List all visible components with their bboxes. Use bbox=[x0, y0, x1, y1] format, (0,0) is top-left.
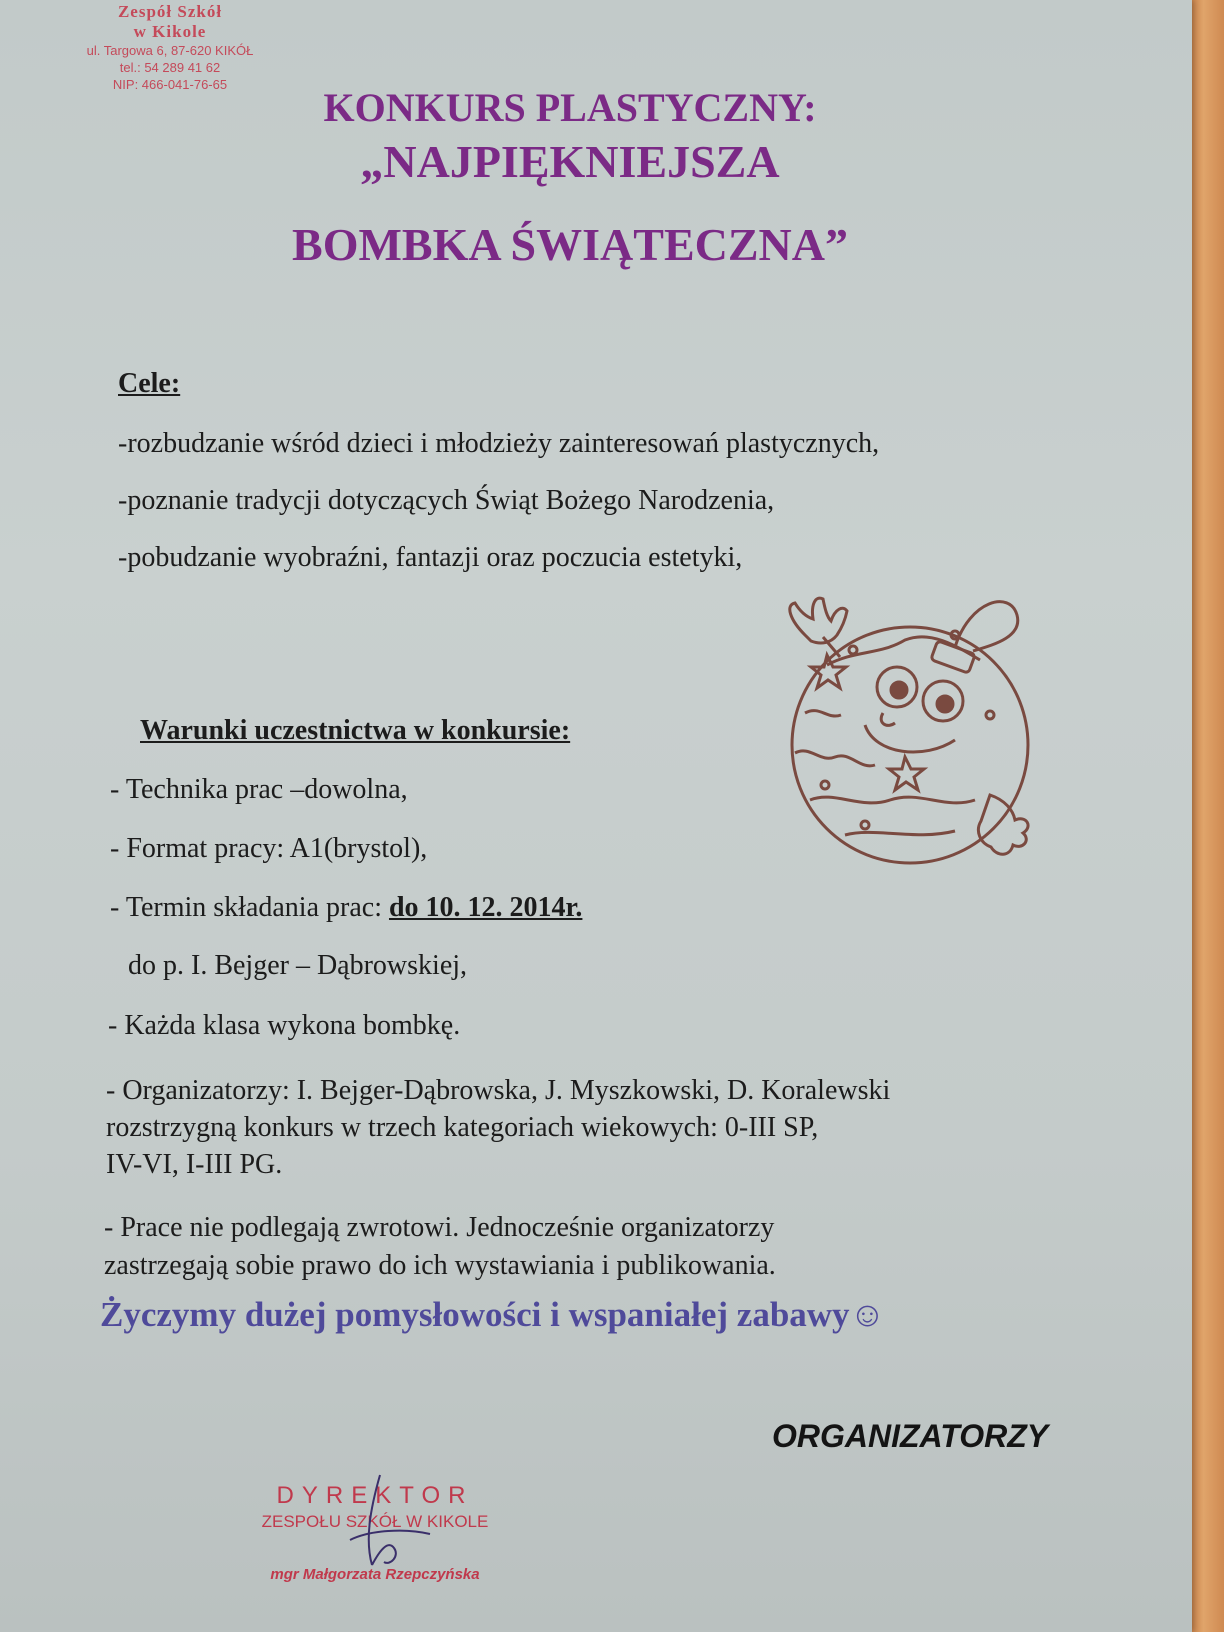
stamp-phone: tel.: 54 289 41 62 bbox=[119, 60, 221, 75]
handwritten-signature bbox=[310, 1470, 460, 1590]
wish-message: Życzymy dużej pomysłowości i wspaniałej zabawy☺ bbox=[100, 1295, 886, 1334]
goal-item-1: -rozbudzanie wśród dzieci i młodzieży zainteresowań plastycznych, bbox=[118, 428, 880, 459]
goal-item-3: -pobudzanie wyobraźni, fantazji oraz poczucia estetyki, bbox=[118, 542, 743, 573]
condition-deadline bbox=[110, 892, 582, 924]
deadline-label: - Termin składania prac: bbox=[110, 892, 389, 923]
organizers-line-1: - Organizatorzy: I. Bejger-Dąbrowska, J. Myszkowski, D. Koralewski bbox=[106, 1075, 891, 1106]
condition-technique: - Technika prac –dowolna, bbox=[110, 774, 408, 805]
director-stamp-name: mgr Małgorzata Rzepczyńska bbox=[270, 1566, 480, 1583]
returns-line-1: - Prace nie podlegają zwrotowi. Jednocześnie organizatorzy bbox=[104, 1212, 775, 1243]
condition-format: - Format pracy: A1(brystol), bbox=[110, 833, 428, 864]
stamp-school-location: w Kikole bbox=[133, 22, 207, 41]
director-stamp-title: DYREKTOR bbox=[276, 1482, 474, 1509]
stamp-nip: NIP: 466-041-76-65 bbox=[112, 77, 228, 92]
conditions-heading: Warunki uczestnictwa w konkursie: bbox=[140, 715, 571, 746]
organizers-line-3: IV-VI, I-III PG. bbox=[106, 1149, 283, 1180]
stamp-address: ul. Targowa 6, 87-620 KIKÓŁ bbox=[86, 43, 254, 58]
title-line-2: „NAJPIĘKNIEJSZA bbox=[360, 136, 780, 187]
goal-item-2: -poznanie tradycji dotyczących Świąt Bożego Narodzenia, bbox=[118, 485, 775, 516]
returns-line-2: zastrzegają sobie prawo do ich wystawiania i publikowania. bbox=[104, 1250, 776, 1281]
title-line-3: BOMBKA ŚWIĄTECZNA” bbox=[292, 219, 848, 270]
organizers-line-2: rozstrzygną konkurs w trzech kategoriach wiekowych: 0-III SP, bbox=[106, 1112, 819, 1143]
director-stamp-school: ZESPOŁU SZKÓŁ W KIKOLE bbox=[261, 1512, 489, 1531]
deadline-date: do 10. 12. 2014r. bbox=[388, 892, 583, 923]
title-line-1: KONKURS PLASTYCZNY: bbox=[323, 85, 817, 130]
organizers-signoff: ORGANIZATORZY bbox=[772, 1418, 1049, 1454]
christmas-bauble-illustration bbox=[765, 595, 1065, 885]
stamp-school-name: Zespół Szkół bbox=[117, 2, 223, 21]
school-stamp bbox=[55, 2, 285, 93]
goals-heading: Cele: bbox=[118, 368, 181, 399]
condition-each-class: - Każda klasa wykona bombkę. bbox=[108, 1010, 461, 1041]
condition-deliver-to: do p. I. Bejger – Dąbrowskiej, bbox=[128, 950, 468, 981]
wood-desk-background bbox=[1190, 0, 1224, 1632]
